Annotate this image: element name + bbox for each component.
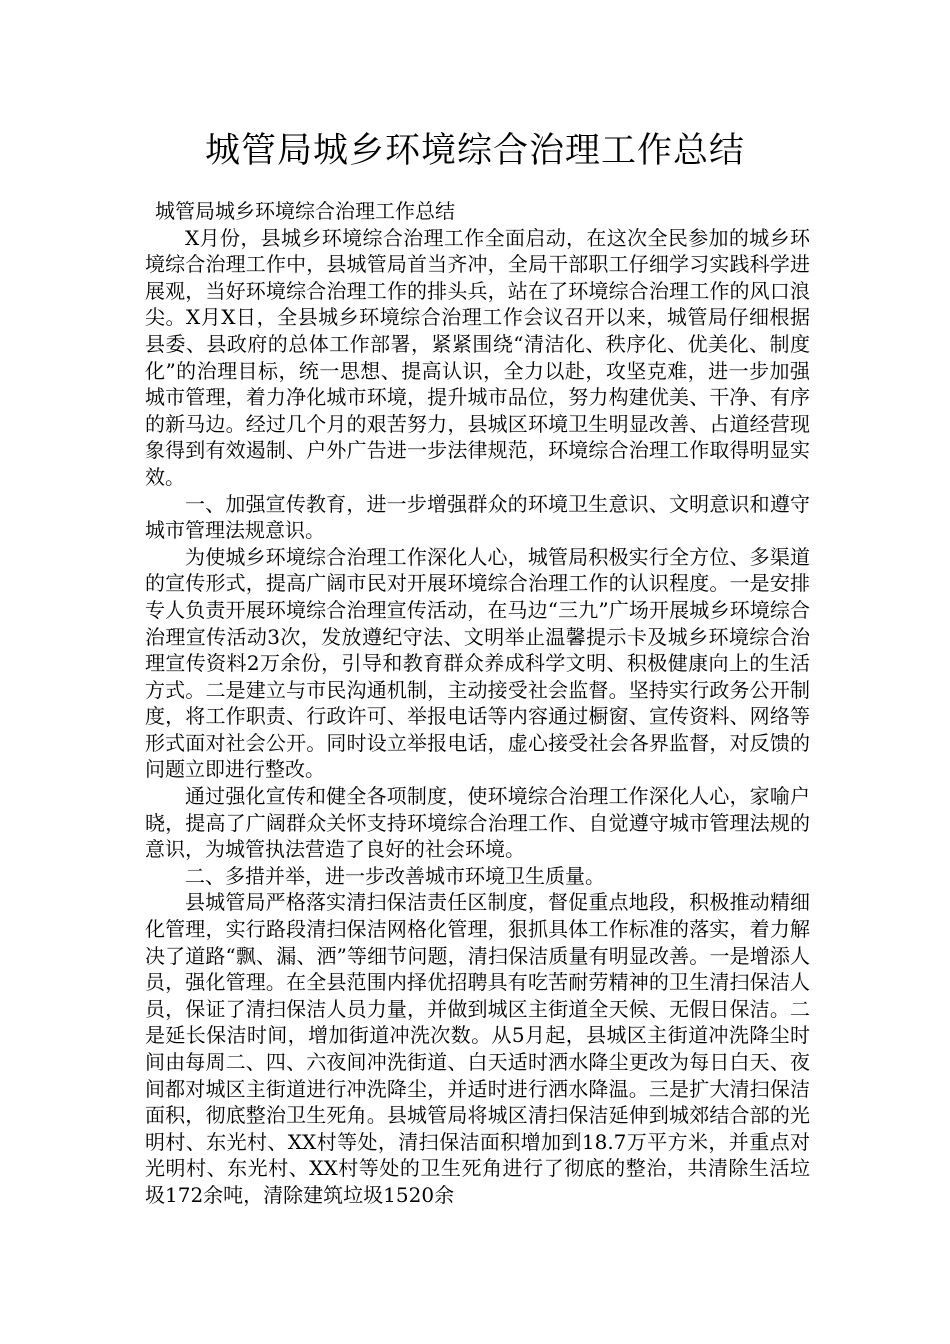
document-body: [145, 198, 810, 1209]
paragraph-publicity: 为使城乡环境综合治理工作深化人心，城管局积极实行全方位、多渠道的宣传形式，提高广阔市民对开展环境综合治理工作的认识程度。一是安排专人负责开展环境综合治理宣传活动，在马边“三九”广场开展城乡环境综合治理宣传活动3次，发放遵纪守法、文明举止温馨提示卡及城乡环境综合治理宣传资料2万余份，引导和教育群众养成科学文明、积极健康向上的生活方式。二是建立与市民沟通机制，主动接受社会监督。坚持实行政务公开制度，将工作职责、行政许可、举报电话等内容通过橱窗、宣传资料、网络等形式面对社会公开。同时设立举报电话，虚心接受社会各界监督，对反馈的问题立即进行整改。: [145, 544, 810, 782]
paragraph-sanitation: 县城管局严格落实清扫保洁责任区制度，督促重点地段，积极推动精细化管理，实行路段清扫保洁网格化管理，狠抓具体工作标准的落实，着力解决了道路“飘、漏、洒”等细节问题，清扫保洁质量有明显改善。一是增添人员，强化管理。在全县范围内择优招聘具有吃苦耐劳精神的卫生清扫保洁人员，保证了清扫保洁人员力量，并做到城区主街道全天候、无假日保洁。二是延长保洁时间，增加街道冲洗次数。从5月起，县城区主街道冲洗降尘时间由每周二、四、六夜间冲洗街道、白天适时洒水降尘更改为每日白天、夜间都对城区主街道进行冲洗降尘，并适时进行洒水降温。三是扩大清扫保洁面积，彻底整治卫生死角。县城管局将城区清扫保洁延伸到城郊结合部的光明村、东光村、XX村等处，清扫保洁面积增加到18.7万平方米，并重点对光明村、东光村、XX村等处的卫生死角进行了彻底的整治，共清除生活垃圾172余吨，清除建筑垃圾1520余: [145, 890, 810, 1207]
document-title: 城管局城乡环境综合治理工作总结: [204, 131, 745, 171]
paragraph-intro: X月份，县城乡环境综合治理工作全面启动，在这次全民参加的城乡环境综合治理工作中，县城管局首当齐冲，全局干部职工仔细学习实践科学进展观，当好环境综合治理工作的排头兵，站在了环境综合治理工作的风口浪尖。X月X日，全县城乡环境综合治理工作会议召开以来，城管局仔细根据县委、县政府的总体工作部署，紧紧围绕“清洁化、秩序化、优美化、制度化”的治理目标，统一思想、提高认识，全力以赴，攻坚克难，进一步加强城市管理，着力净化城市环境，提升城市品位，努力构建优美、干净、有序的新马边。经过几个月的艰苦努力，县城区环境卫生明显改善、占道经营现象得到有效遏制、户外广告进一步法律规范，环境综合治理工作取得明显实效。: [145, 225, 810, 489]
document-subtitle: 城管局城乡环境综合治理工作总结: [155, 199, 455, 223]
section-heading-1: 一、加强宣传教育，进一步增强群众的环境卫生意识、文明意识和遵守城市管理法规意识。: [145, 491, 810, 543]
paragraph-publicity-result: 通过强化宣传和健全各项制度，使环境综合治理工作深化人心，家喻户晓，提高了广阔群众关怀支持环境综合治理工作、自觉遵守城市管理法规的意识，为城管执法营造了良好的社会环境。: [145, 784, 810, 862]
section-heading-2: 二、多措并举，进一步改善城市环境卫生质量。: [185, 863, 605, 888]
